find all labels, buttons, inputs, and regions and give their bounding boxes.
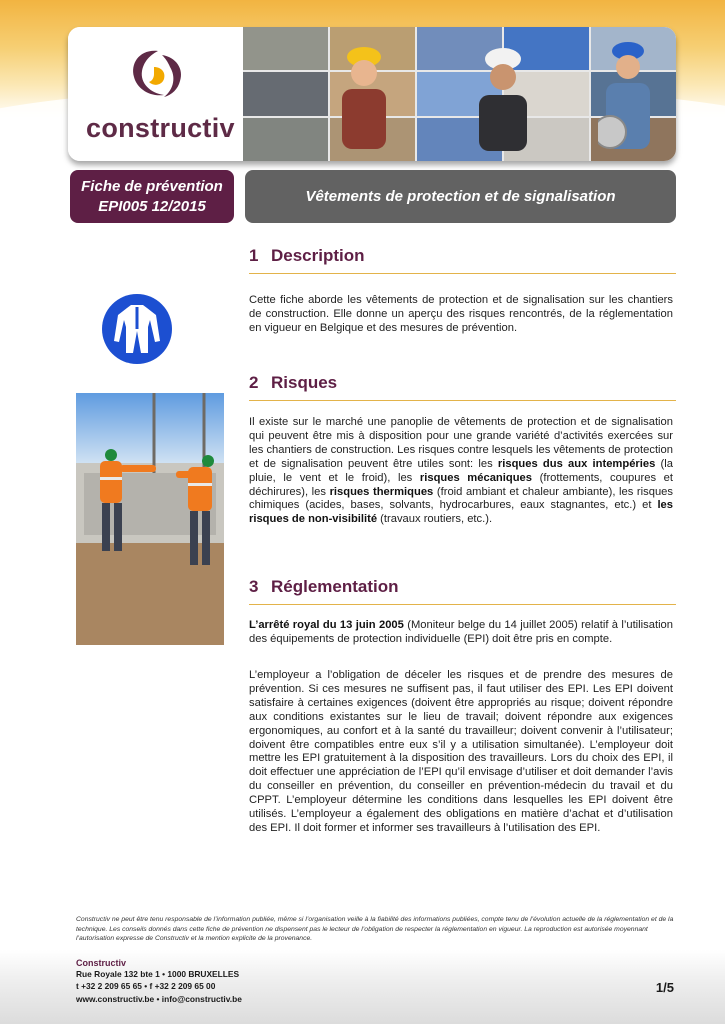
section-number: 2 [249, 373, 259, 392]
risques-paragraph [249, 416, 673, 527]
logo[interactable] [68, 27, 243, 161]
text-run: (Moniteur belge du 14 juillet 2005) relatif à l’utilisation des équipements de protection individuelle (EPI) doit être pris en compte. [249, 619, 673, 645]
document-title: Vêtements de protection et de signalisation [305, 188, 616, 205]
bold-run: L’arrêté royal du 13 juin 2005 [249, 619, 404, 631]
fiche-code: EPI005 12/2015 [98, 198, 206, 215]
footer-organization: Constructiv [76, 958, 127, 968]
bold-run: risques mécaniques [419, 471, 532, 484]
protective-coverall-icon [100, 293, 175, 365]
description-paragraph: Cette fiche aborde les vêtements de protection et de signalisation sur les chantiers de construction. Elle donne un aperçu des risques rencontrés, de la réglementation en vigueur en Belgique et des mesures de prévention. [249, 294, 673, 334]
text-run: (travaux routiers, etc.). [377, 513, 493, 526]
workers-site-photo [76, 393, 224, 645]
brand-name: constructiv [86, 113, 235, 143]
footer-phone: t +32 2 209 65 65 • f +32 2 209 65 00 [76, 981, 216, 991]
section-heading-reglementation [249, 577, 676, 605]
section-heading-risques [249, 373, 676, 401]
worker-saw-photo [598, 37, 658, 152]
bold-run: risques thermiques [329, 485, 434, 498]
worker-engineer-photo [473, 37, 533, 152]
constructiv-logo-mark-icon [128, 47, 186, 103]
fiche-reference [70, 170, 234, 223]
bold-run: risques dus aux intempéries [497, 457, 656, 470]
section-number: 1 [249, 246, 259, 265]
section-number: 3 [249, 577, 259, 596]
section-heading-description [249, 246, 676, 274]
footer-web-links[interactable]: www.constructiv.be • info@constructiv.be [76, 994, 242, 1004]
text-run: (frottements, coupures et déchirures), les [249, 471, 673, 498]
text-run: (froid ambiant et chaleur ambiante), les risques chimiques (acides, bases, solvants, hydrocarbures, eaux stagnantes, etc.) et [249, 485, 673, 512]
fiche-label: Fiche de prévention [81, 178, 223, 195]
text-run: (la pluie, le vent et le froid), les [249, 457, 673, 484]
reglementation-paragraph-1 [249, 619, 673, 647]
bold-run: les risques de non-visibilité [249, 499, 673, 526]
document-title-bar [245, 170, 676, 223]
legal-disclaimer: Constructiv ne peut être tenu responsable de l’information publiée, même si l’organisation veille à la fiabilité des informations publiées, compte tenu de l’évolution actuelle de la réglementation et de la technique. Les conseils donnés dans cette fiche de prévention ne dispensent pas le lecteur de l’obligation de respecter la réglementation en vigueur. La reproduction est autorisée moyennant l’autorisation expresse de Constructiv et la mention explicite de la provenance. [76, 916, 674, 943]
workers-illustration [76, 393, 224, 645]
worker-hardhat-photo [334, 37, 394, 152]
reglementation-paragraph-2: L’employeur a l’obligation de déceler les risques et de prendre des mesures de prévention. Si ces mesures ne suffisent pas, il faut utiliser des EPI. Les EPI doivent satisfaire à certaines exigences (doivent être appropriés au risque; doivent répondre aux conditions existantes sur le lieu de travail; doivent répondre aux exigences ergonomiques, au confort et à la santé du travailleur; doivent convenir à l’utilisateur; doivent être compatibles entre eux s’il y a utilisation simultanée). L’employeur doit mettre les EPI gratuitement à la disposition des travailleurs. Lors du choix des EPI, il doit effectuer une appréciation de l’EPI qu’il envisage d’utiliser et doit demander l’avis du conseiller en prévention, du conseiller en prévention-médecin du travail et du CPPT. L’employeur détermine les conditions dans lesquelles les EPI doivent être utilisés. L’employeur a également des obligations en matière d’achat et d’utilisation des EPI. Il doit former et informer ses travailleurs à l’utilisation des EPI. [249, 669, 673, 834]
section-title: Description [271, 246, 365, 265]
footer-address: Rue Royale 132 bte 1 • 1000 BRUXELLES [76, 969, 240, 979]
section-title: Risques [271, 373, 338, 392]
text-run: Il existe sur le marché une panoplie de vêtements de protection et de signalisation qui peuvent être mis à disposition pour une grande variété d’activités exercées sur les chantiers de construction. Les risques contre lesquels les vêtements de protection et de signalisation peuvent être utiles sont: les [249, 416, 673, 470]
header-banner [68, 27, 676, 161]
page-number: 1/5 [655, 980, 674, 995]
section-title: Réglementation [271, 577, 399, 596]
